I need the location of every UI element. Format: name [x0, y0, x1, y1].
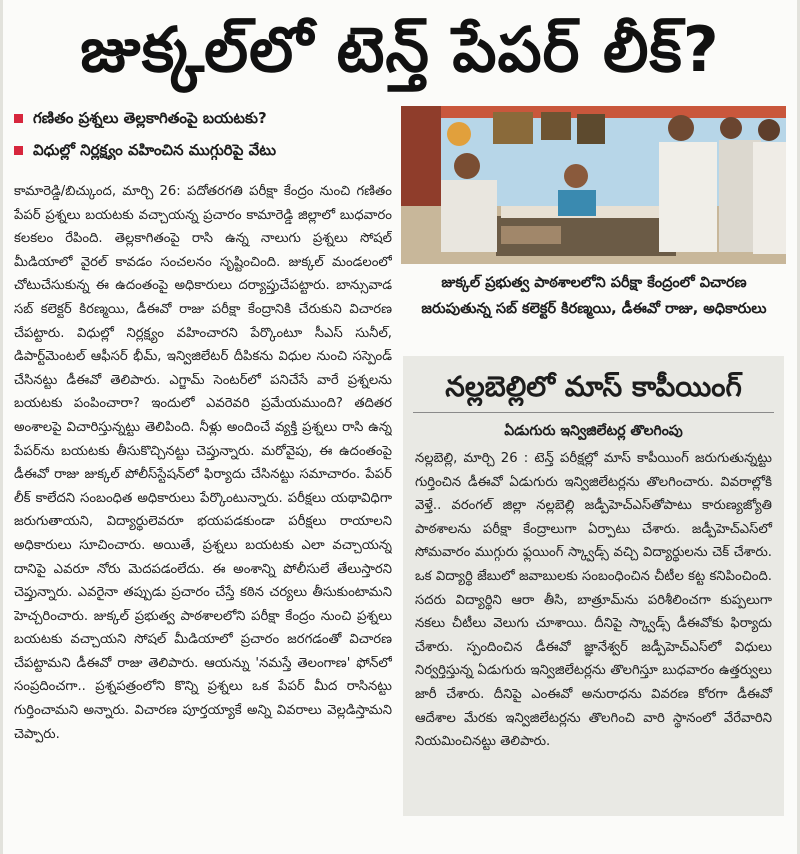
main-article-body: కామారెడ్డి/బిచ్కుంద, మార్చి 26: పదోతరగతి పరీక్షా కేంద్రం నుంచి గణితం పేపర్ ప్రశ్నలు బయటకు వచ్చాయన్న ప్రచారం కామారెడ్డి జిల్లాలో బుధవారం కలకలం రేపింది. తెల్లకాగితంపై రాసి ఉన్న నాలుగు ప్రశ్నలు సోషల్ మీడియాలో వైరల్ కావడం సంచలనం సృష్టించింది. జుక్కల్ మండలంలో చోటుచేసుకున్న ఈ ఉదంతంపై అధికారులు దర్యాప్తుచేపట్టారు. బాన్సువాడ సబ్ కలెక్టర్ కిరణ్మయి, డీఈవో రాజు పరీక్షా కేంద్రానికి చేరుకుని విచారణ చేపట్టారు. విధుల్లో నిర్లక్ష్యం వహించారని పేర్కొంటూ సీఎస్ సునీల్, డిపార్ట్‌మెంటల్ ఆఫీసర్ భీమ్, ఇన్విజిలేటర్ దీపికను విధుల నుంచి సస్పెండ్ చేసినట్టు డీఈవో తెలిపారు. ఎగ్జామ్ సెంటర్‌లో పనిచేసే వారే ప్రశ్నలను బయటకు పంపించారా? ఇందులో ఎవరెవరి ప్రమేయముంది? తదితర అంశాలపై విచారిస్తున్నట్టు తెలిపింది. నీళ్లు అందించే వ్యక్తి ప్రశ్నలు రాసి ఉన్న పేపర్‌ను బయటకు తీసుకొచ్చినట్టు చెప్తున్నారు. మరోవైపు, ఈ ఉదంతంపై డీఈవో రాజు జుక్కల్ పోలీస్‌స్టేషన్‌లో ఫిర్యాదు చేసినట్టు సమాచారం. పేపర్ లీక్ కాలేదని సంబంధిత అధికారులు పేర్కొంటున్నారు. పరీక్షలు యథావిధిగా జరుగుతాయని, విద్యార్థులెవరూ భయపడకుండా పరీక్షలు రాయాలని అధికారులు సూచించారు. అయితే, ప్రశ్నలు బయటకు ఎలా వచ్చాయన్న దానిపై ఎవరూ నోరు మెదపడంలేదు. ఈ అంశాన్ని పోలీసులే తేలుస్తారని చెప్తున్నారు. ఎవరైనా తప్పుడు ప్రచారం చేస్తే కఠిన చర్యలు తీసుకుంటామని హెచ్చరించారు. జుక్కల్ ప్రభుత్వ పాఠశాలలోని పరీక్షా కేంద్రం నుంచి ప్రశ్నలు బయటకు వచ్చాయని సోషల్ మీడియాలో ప్రచారం జరగడంతో విచారణ చేపట్టామని డీఈవో రాజు తెలిపారు. ఆయన్ను 'నమస్తే తెలంగాణ' ఫోన్‌లో సంప్రదించగా.. ప్రశ్నపత్రంలోని కొన్ని ప్రశ్నలు ఒక పేపర్ మీద రాసినట్టు గుర్తించామని అన్నారు. విచారణ పూర్తయ్యాకే అన్ని వివరాలు వెల్లడిస్తామని చెప్పారు. [14, 184, 392, 742]
red-square-bullet-icon [14, 146, 23, 155]
bullet-text: గణితం ప్రశ్నలు తెల్లకాగితంపై బయటకు? [33, 109, 267, 127]
sidebar-body: నల్లబెల్లి, మార్చి 26 : టెన్త్ పరీక్షల్లో మాస్ కాపీయింగ్ జరుగుతున్నట్టు గుర్తించిన డీఈవో ఏడుగురు ఇన్విజిలేటర్లను తొలగించారు. వివరాల్లోకి వెళ్తే.. వరంగల్ జిల్లా నల్లబెల్లి జడ్పీహెచ్‌ఎస్‌తోపాటు కారుణ్యజ్యోతి పాఠశాలను పరీక్షా కేంద్రాలుగా ఏర్పాటు చేశారు. జడ్పీహెచ్‌ఎస్‌లో సోమవారం ముగ్గురు ఫ్లయింగ్ స్క్వాడ్స్ వచ్చి విద్యార్థులను చెక్ చేశారు. ఒక విద్యార్థి జేబులో జవాబులకు సంబంధించిన చీటీల కట్ట కనిపించింది. సదరు విద్యార్థిని ఆరా తీసి, బాత్రూమ్‌ను పరిశీలించగా కుప్పలుగా నకలు చీటీలు వెలుగు చూశాయి. దీనిపై స్క్వాడ్స్ డీఈవోకు ఫిర్యాదు చేశారు. స్పందించిన డీఈవో జ్ఞానేశ్వర్ జడ్పీహెచ్‌ఎస్‌లో విధులు నిర్వర్తిస్తున్న ఏడుగురు ఇన్విజిలేటర్లను తొలగిస్తూ బుధవారం ఉత్తర్వులు జారీ చేశారు. దీనిపై ఎంఈవో అనురాధను వివరణ కోరగా డీఈవో ఆదేశాల మేరకు ఇన్విజిలేటర్లను తొలగించి వారి స్థానంలో వేరేవారిని నియమించినట్టు తెలిపారు. [415, 451, 772, 750]
page-edge [0, 0, 3, 854]
divider [413, 412, 774, 413]
bullet-item [14, 140, 394, 160]
photo-caption: జుక్కల్ ప్రభుత్వ పాఠశాలలోని పరీక్షా కేంద్రంలో విచారణ జరుపుతున్న సబ్ కలెక్టర్ కిరణ్మయి, డీఈవో రాజు, అధికారులు [421, 275, 767, 317]
sidebar-story [403, 356, 784, 816]
bullet-item [14, 108, 394, 128]
sidebar-subtitle: ఏడుగురు ఇన్విజిలేటర్ల తొలగింపు [504, 423, 683, 439]
sidebar-title: నల్లబెల్లిలో మాస్ కాపీయింగ్ [445, 370, 742, 403]
bullet-text: విధుల్లో నిర్లక్ష్యం వహించిన ముగ్గురిపై వేటు [33, 141, 277, 159]
news-photo [401, 106, 786, 264]
red-square-bullet-icon [14, 114, 23, 123]
bullet-list [14, 108, 394, 172]
headline: జుక్కల్‌లో టెన్త్ పేపర్ లీక్? [80, 13, 720, 86]
photo-illustration [401, 106, 786, 264]
